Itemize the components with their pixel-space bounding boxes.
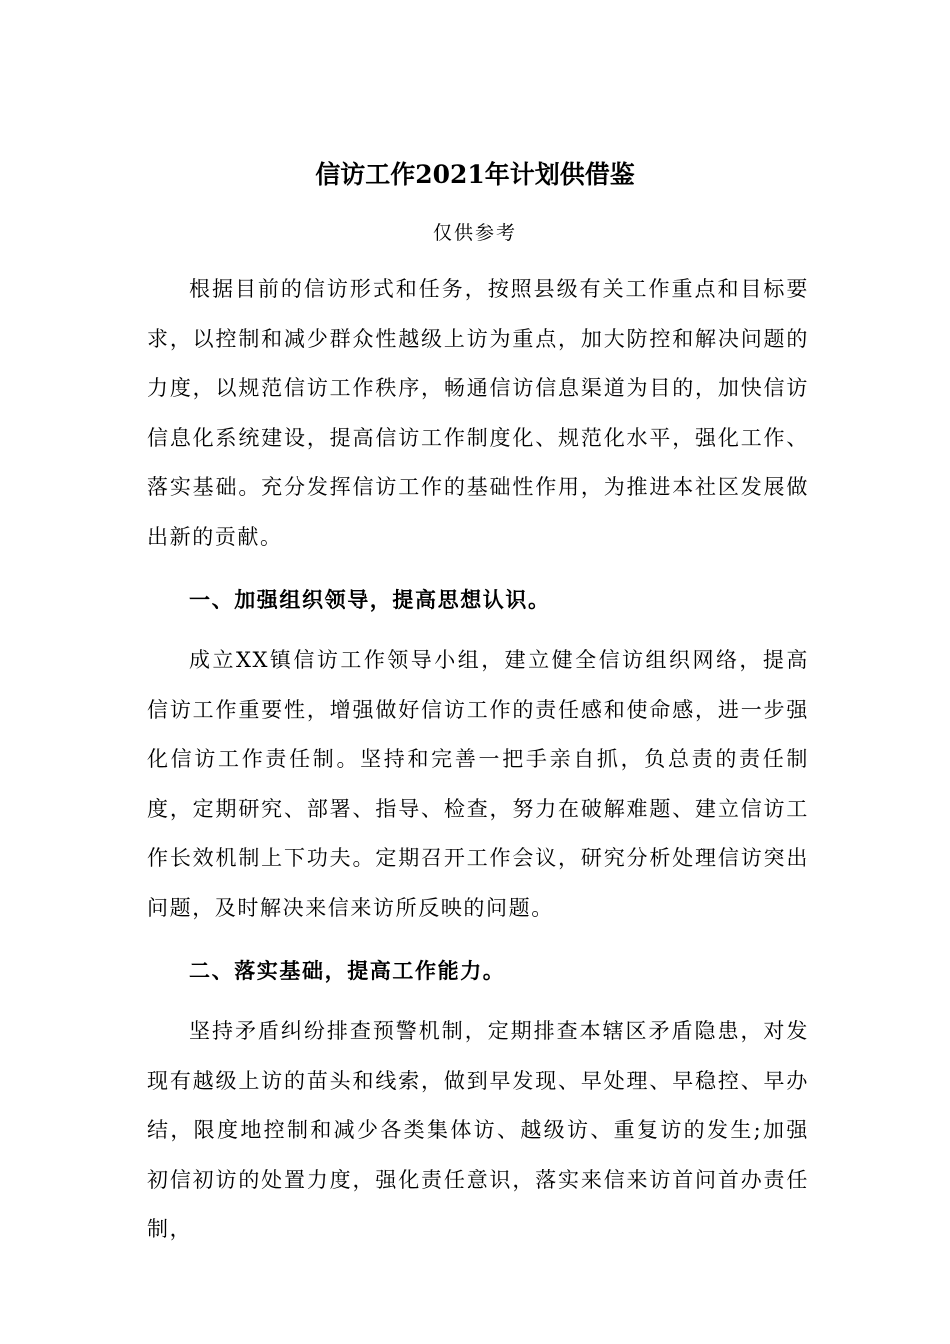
intro-paragraph: 根据目前的信访形式和任务，按照县级有关工作重点和目标要求，以控制和减少群众性越级上访为重点，加大防控和解决问题的力度，以规范信访工作秩序，畅通信访信息渠道为目的，加快信访信息化系统建设，提高信访工作制度化、规范化水平，强化工作、落实基础。充分发挥信访工作的基础性作用，为推进本社区发展做出新的贡献。 xyxy=(147,277,809,549)
section-paragraph-1: 成立XX镇信访工作领导小组，建立健全信访组织网络，提高信访工作重要性，增强做好信访工作的责任感和使命感，进一步强化信访工作责任制。坚持和完善一把手亲自抓，负总责的责任制度，定期研究、部署、指导、检查，努力在破解难题、建立信访工作长效机制上下功夫。定期召开工作会议，研究分析处理信访突出问题，及时解决来信来访所反映的问题。 xyxy=(147,648,809,920)
document-body xyxy=(147,265,809,1257)
section-heading-1: 一、加强组织领导，提高思想认识。 xyxy=(189,587,551,612)
section-heading-2: 二、落实基础，提高工作能力。 xyxy=(189,958,506,983)
section-paragraph-2: 坚持矛盾纠纷排查预警机制，定期排查本辖区矛盾隐患，对发现有越级上访的苗头和线索，做到早发现、早处理、早稳控、早办结，限度地控制和减少各类集体访、越级访、重复访的发生;加强初信初访的处置力度，强化责任意识，落实来信来访首问首办责任制， xyxy=(147,1019,809,1241)
document-title: 信访工作2021年计划供借鉴 xyxy=(315,160,635,189)
document-subtitle: 仅供参考 xyxy=(432,222,517,244)
